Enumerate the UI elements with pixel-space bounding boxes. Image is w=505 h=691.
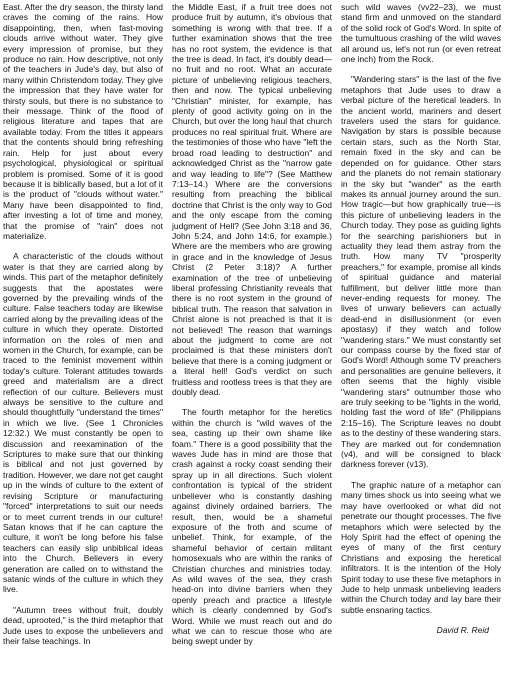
column-3 [341, 2, 501, 636]
paragraph: The graphic nature of a metaphor can many times shock us into seeing what we may have overlooked or what did not penetrate our thought processes. The five metaphors which were selected by the Holy Spirit had the effect of opening the eyes of many of the first century Christians and exposing the heretical infiltrators. It is the intention of the Holy Spirit today to use these five metaphors in Jude to help unmask unbelieving leaders within the Church today and lay bare their subtle ensnaring tactics. [341, 479, 501, 615]
paragraph: The fourth metaphor for the heretics within the church is "wild waves of the sea, casting up their own shame like foam." There is a good possibility that the waves Jude has in mind are those that crash against a rocky coast sending their spray up in all directions. Such violent confrontation is typical of the strident unbeliever who is constantly dashing against divinely ordained barriers. The result, then, would be a shameful exposure of the froth and scume of unbelief. Think, for example, of the shameful behavior of certain militant homosexuals who are within the ranks of Christian churches and ministries today. As wild waves of the sea, they crash head-on into divine barriers when they openly preach and practice a lifestyle which is clearly condemned by God's Word. While we must reach out and do what we can to rescue those who are being swept under by [172, 407, 332, 647]
column-2 [172, 2, 332, 657]
paragraph: such wild waves (vv22–23), we must stand firm and unmoved on the standard of the solid rock of God's Word. In spite of the tumultuous crashing of the wild waves all around us, let's not run (or even retreat one inch) from the Rock. [341, 2, 501, 65]
paragraph: the Middle East, if a fruit tree does not produce fruit by autumn, it's obvious that something is wrong with that tree. If a further examination shows that the tree has no root system, the evidence is that the tree is dead. In fact, it's doubly dead—no fruit and no root. What an accurate picture of unbelieving religious teachers, then and now. The typical unbelieving "Christian" minister, for example, has plenty of good activity going on in the Church, but over the long haul that church produces no real spiritual fruit. Where are the testimonies of those who have "left the broad road leading to destruction" and acknowledged Christ as the "narrow gate and way leading to life"? (See Matthew 7:13–14.) Where are the conversions resulting from preaching the biblical doctrine that Christ is the only way to God and the only escape from the coming judgment of Hell? (See John 3:18 and 36, John 5:24, and John 14:6, for example.) Where are the members who are growing in grace and in the knowledge of Jesus Christ (2 Peter 3:18)? A further examination of the tree of unbelieving liberal professing Christianity reveals that there is no root system in the ground of biblical truth. The reason that salvation in Christ alone is not preached is that it is not believed! The reason that warnings about the judgment to come are not proclaimed is that these ministers don't believe that there is a coming judgment or a literal hell! God's verdict on such fruitless and rootless trees is that they are doubly dead. [172, 2, 332, 398]
column-1 [3, 2, 163, 656]
paragraph: East. After the dry season, the thirsty land craves the coming of the rains. How disappointing, then, when fast-moving clouds arrive without water. They give every impression of promise, but they produce no rain. How descriptive, not only of the teachers in Jude's day, but also of many within Christendom today. They give the impression that they have water for thirsty souls, but there is no substance to their message. Think of the flood of religious literature and tapes that are available today. From the titles it appears that the contents should bring refreshing rain. Help for just about every psychological, physiological or spiritual problem is promised. Some of it is good because it is biblically based, but a lot of it is the product of "clouds without water." Many have been disappointed to find, after investing a lot of time and money, that the promise of "rain" does not materialize. [3, 2, 163, 241]
author-signature: David R. Reid [436, 625, 489, 636]
paragraph: "Autumn trees without fruit, doubly dead, uprooted," is the third metaphor that Jude uses to expose the unbelievers and their false teachings. In [3, 604, 163, 646]
paragraph: A characteristic of the clouds without water is that they are carried along by winds. This part of the metaphor definitely suggests that the apostates were governed by the prevailing winds of the culture. False teachers today are likewise carried along by the prevailing ideas of the culture in which they operate. Distorted information on the roles of men and women in the Church, for example, can be traced to the feminist movement within today's culture. Tolerant attitudes towards greed and materialism are a direct reflection of our culture. Believers must always be sensitive to the culture and should thoughtfully "understand the times" in which we live. (See 1 Chronicles 12:32.) We must constantly be open to discussion and reexamination of the Scriptures to make sure that our thinking is biblical and not just governed by tradition. However, we dare not get caught up in the winds of culture to the extent of revising Scripture or manufacturing "forced" interpretations to suit our needs or to meet current trends in our culture! Satan knows that if he can capture the culture, it won't be long before his false teachers can easily slip unbiblical ideas into the Church. Believers in every generation are called on to withstand the satanic winds of the culture in which they live. [3, 251, 163, 595]
article-page [3, 2, 502, 689]
paragraph: "Wandering stars" is the last of the five metaphors that Jude uses to draw a verbal picture of the heretical leaders. In the ancient world, mariners and desert travelers used the stars for guidance. Navigation by stars is possible because certain stars, such as the North Star, remain fixed in the sky and can be depended on for guidance. Other stars and the planets do not remain stationary in the sky but "wander" as the earth makes its annual journey around the sun. How tragic—but how graphically true—is this picture of unbelieving leaders in the Church today. They pose as guiding lights for the searching parishioners but in actuality they lead them astray from the truth. How many TV "prosperity preachers," for example, promise all kinds of spiritual guidance and material fulfillment, but deliver little more than never-ending requests for money. The lives of unwary believers can actually dead-end in disillusionment (or even apostasy) if they watch and follow "wandering stars." We must constantly set our compass course by the fixed star of God's Word! Although some TV preachers and personalities are genuine believers, it often seems that the highly visible "wandering stars" outnumber those who are truly seeking to be "lights in the world, holding fast the word of life" (Philippians 2:15–16). The Scripture leaves no doubt as to the destiny of these wandering stars. They are marked out for condemnation (v4), and will be consigned to black darkness forever (v13). [341, 74, 501, 470]
